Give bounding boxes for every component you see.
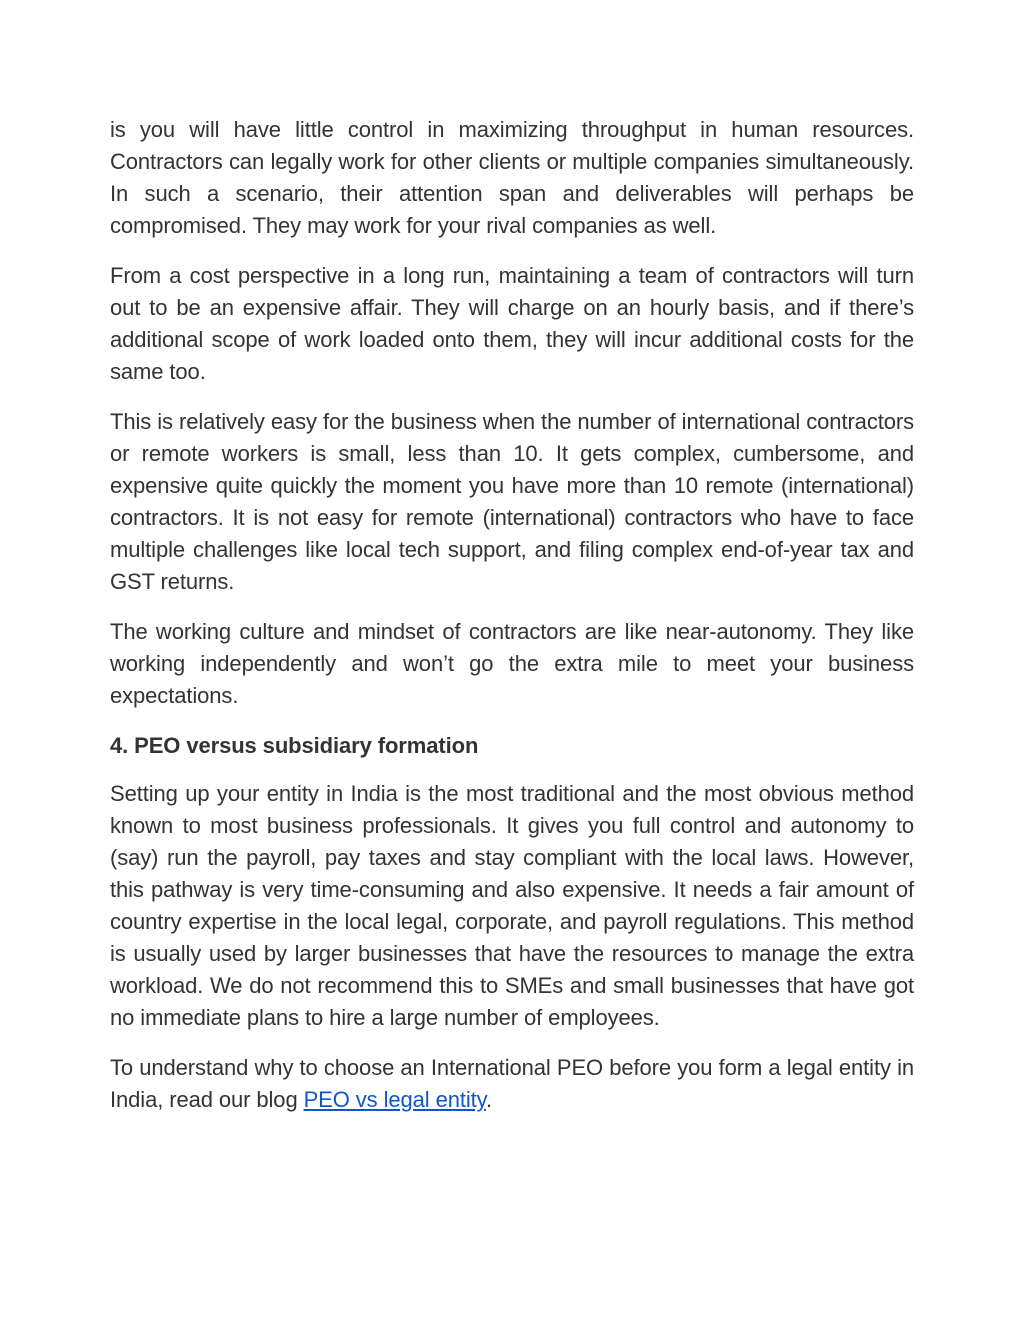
paragraph-remote-workers: This is relatively easy for the business when the number of international contractors or remote workers is small, less than 10. It gets complex, cumbersome, and expensive quite quickly the moment you have more than 10 remote (international) contractors. It is not easy for remote (international) contractors who have to face multiple challenges like local tech support, and filing complex end-of-year tax and GST returns.	[110, 409, 914, 594]
paragraph-cost-perspective: From a cost perspective in a long run, maintaining a team of contractors will turn out to be an expensive affair. They will charge on an hourly basis, and if there’s additional scope of work loaded onto them, they will incur additional costs for the same too.	[110, 263, 914, 384]
peo-vs-legal-entity-link[interactable]: PEO vs legal entity	[303, 1087, 486, 1112]
paragraph-working-culture: The working culture and mindset of contractors are like near-autonomy. They like working independently and won’t go the extra mile to meet your business expectations.	[110, 619, 914, 708]
paragraph-subsidiary-formation: Setting up your entity in India is the most traditional and the most obvious method known to most business professionals. It gives you full control and autonomy to (say) run the payroll, pay taxes and stay compliant with the local laws. However, this pathway is very time-consuming and also expensive. It needs a fair amount of country expertise in the local legal, corporate, and payroll regulations. This method is usually used by larger businesses that have the resources to manage the extra workload. We do not recommend this to SMEs and small businesses that have got no immediate plans to hire a large number of employees.	[110, 781, 914, 1030]
paragraph-closing	[110, 1052, 914, 1116]
paragraph-contractor-control: is you will have little control in maximizing throughput in human resources. Contractors can legally work for other clients or multiple companies simultaneously. In such a scenario, their attention span and deliverables will perhaps be compromised. They may work for your rival companies as well.	[110, 117, 914, 238]
closing-text: To understand why to choose an International PEO before you form a legal entity in India, read our blog	[110, 1055, 914, 1112]
closing-period: .	[485, 1087, 492, 1112]
section-heading: 4. PEO versus subsidiary formation	[110, 733, 479, 758]
document-page	[110, 114, 914, 1134]
